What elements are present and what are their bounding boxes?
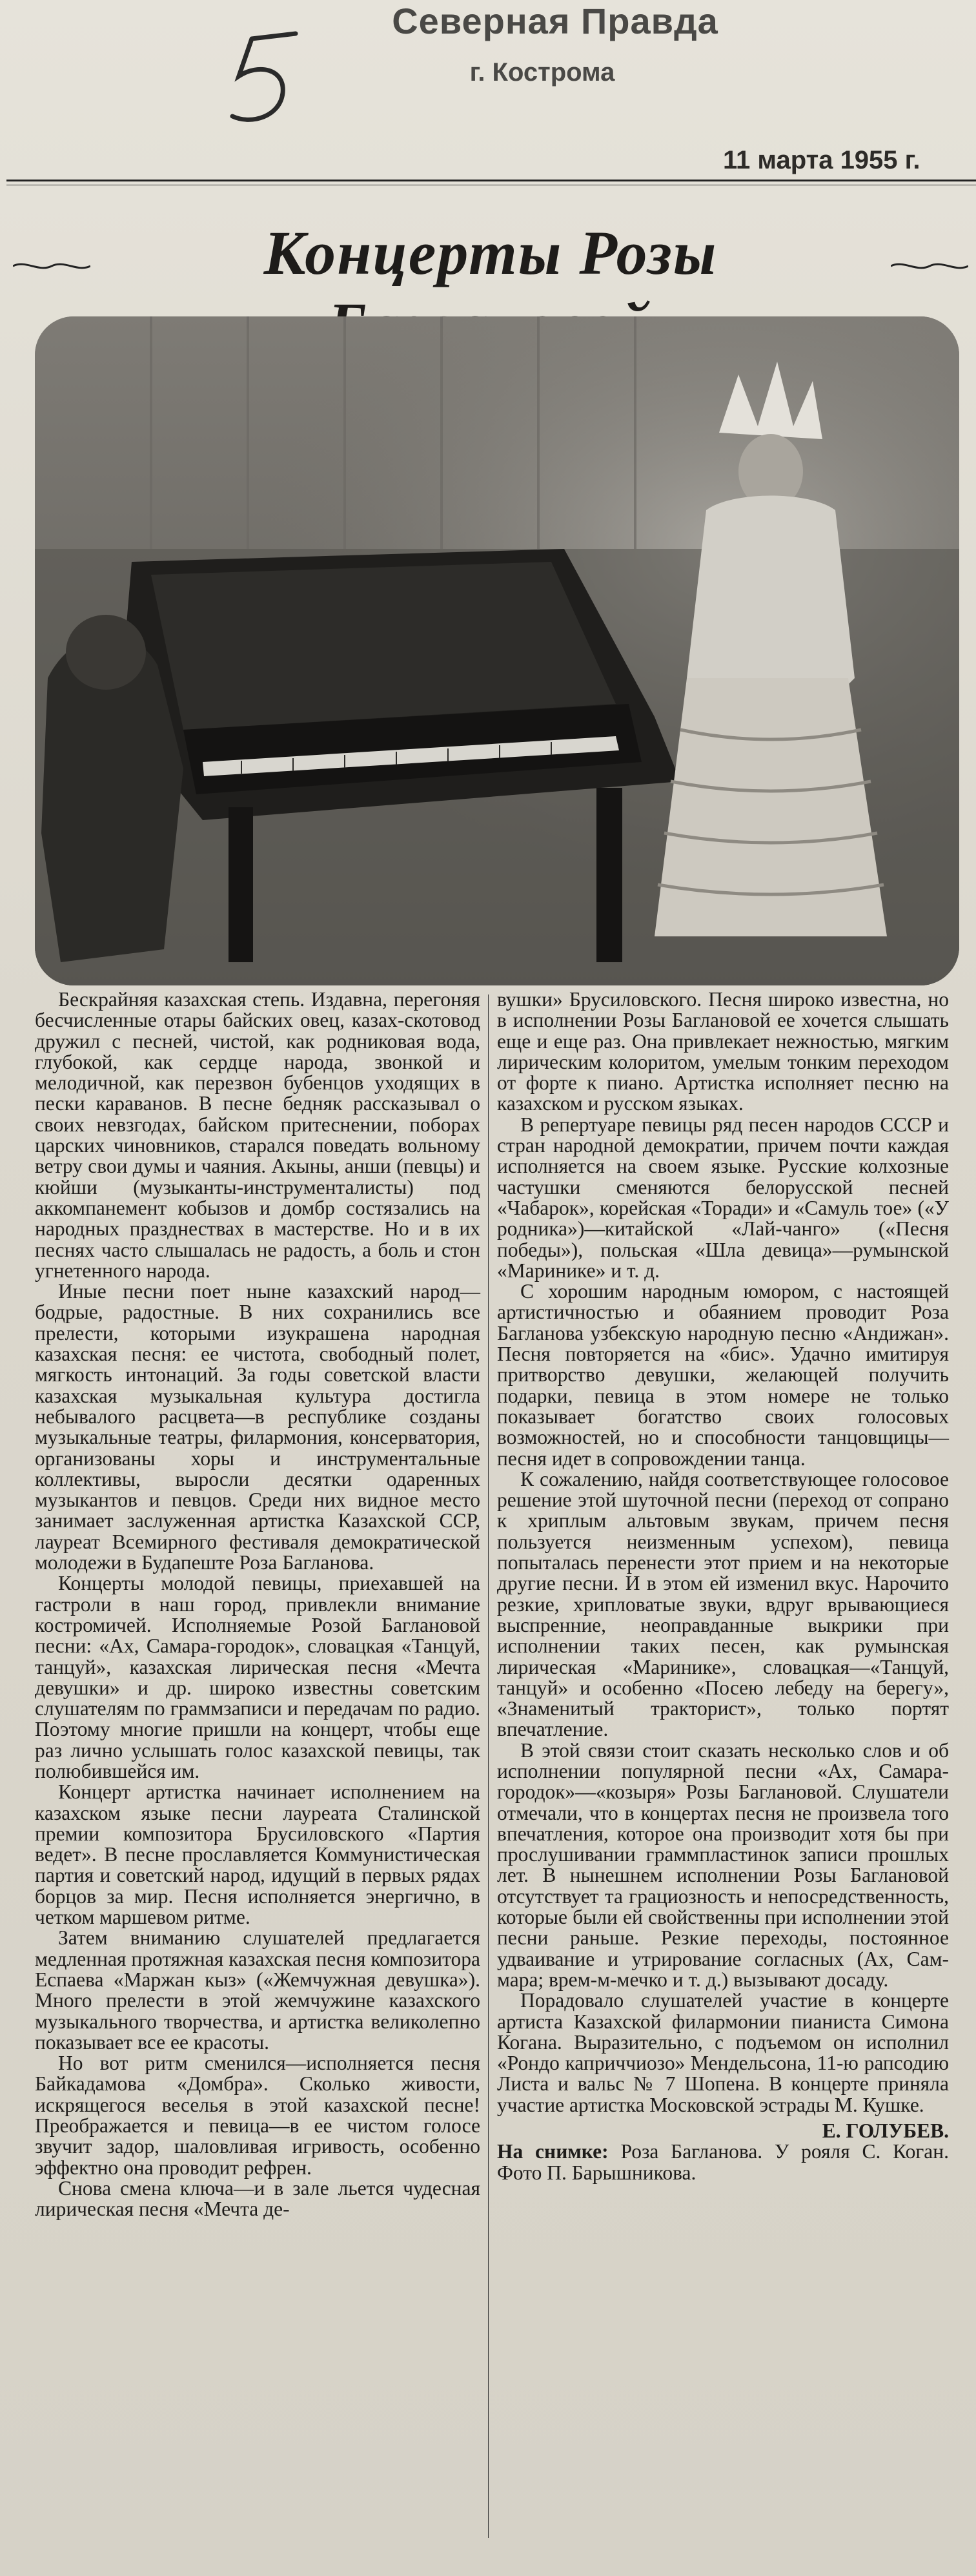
paragraph: Снова смена ключа—и в зале льется чудесная лирическая песня «Мечта де- (35, 2176, 480, 2221)
photo-caption (497, 2141, 949, 2183)
column-divider (488, 994, 489, 2538)
masthead-rule (6, 180, 976, 181)
paragraph: вушки» Брусиловского. Песня широко известна, но в исполнении Розы Баглановой ее хочется слышать еще и еще раз. Она привлекает нежностью, мягким лирическим колоритом, умелым тонким переходом от форте к пиано. Артистка исполняет песню на казахском и русском языках. (497, 988, 949, 1115)
paragraph: В этой связи стоит сказать несколько слов и об исполнении популярной песни «Ах, Самара-городок»—«козыря» Розы Баглановой. Слушатели отмечали, что в концертах песня не произвела того впечатления, которое она производит хотя бы при прослушивании граммпластинок записи прошлых лет. В нынешнем исполнении Розы Баглановой отсутствует та грациозность и непосредственность, которые были ей свойственны при исполнении этой песни раньше. Резкие переходы, постоянное удваивание и утрирование согласных (Ах, Сам-мара; врем-м-мечко и т. д.) вызывают досаду. (497, 1738, 949, 1991)
headline-ornament-left (13, 258, 90, 274)
paragraph: В репертуаре певицы ряд песен народов СССР и стран народной демократии, причем почти каждая исполняется на своем языке. Русские колхозные частушки сменяются белорусской песней «Чабарок», корейская «Торади» и «Самуль тое» («У родника»)—китайской «Лай-чанго» («Песня победы»), польская «Шла девица»—румынской «Маринике» и т. д. (497, 1113, 949, 1282)
caption-label: На снимке: (497, 2140, 609, 2163)
newspaper-title: Северная Правда (392, 1, 718, 41)
photo-illustration (35, 316, 959, 985)
paragraph: Но вот ритм сменился—исполняется песня Байкадамова «Домбра». Сколько живости, искрящегося веселья в этой казахской песне! Преображается и певица—в ее чистом голосе звучит задор, шаловливая игривость, особенно эффектно она проводит рефрен. (35, 2052, 480, 2179)
paragraph: С хорошим народным юмором, с настоящей артистичностью и обаянием проводит Роза Багланова узбекскую народную песню «Андижан». Песня повторяется на «бис». Удачно имитируя притворство девушки, желающей получить подарки, певица в этом номере не только показывает богатство своих голосовых возможностей, но и способности танцовщицы—песня идет в сопровождении танца. (497, 1280, 949, 1470)
handwritten-number-mark (213, 26, 303, 129)
paragraph: К сожалению, найдя соответствующее голосовое решение этой шуточной песни (переход от сопрано к хриплым альтовым звукам, причем песня пользуется неизменным успехом), певица попыталась перенести этот прием и на некоторые другие песни. И в этом ей изменил вкус. Нарочито резкие, хрипловатые звуки, вдруг врывающиеся выспренние, неоправданные выкрики при исполнении таких песен, как румынская лирическая «Маринике», словацкая—«Танцуй, танцуй» и особенно «Посею лебеду на берегу», «Знаменитый тракторист», только портят впечатление. (497, 1467, 949, 1741)
article-headline: Концерты Розы (263, 218, 718, 287)
paragraph: Иные песни поет ныне казахский народ—бодрые, радостные. В них сохранились все прелести, которыми изукрашена народная казахская песня: ее чистота, свободный полет, мягкость интонаций. За годы советской власти казахская музыкальная культура достигла небывалого расцвета—в республике созданы музыкальные театры, филармония, консерватория, организованы хоры и инструментальные коллективы, выросли десятки одаренных музыкантов и певцов. Среди них видное место занимает заслуженная артистка Казахской ССР, лауреат Всемирного фестиваля демократической молодежи в Будапеште Роза Багланова. (35, 1280, 480, 1574)
article-column-right (497, 989, 949, 2183)
headline-ornament-right (891, 258, 968, 274)
author-signature: Е. ГОЛУБЕВ. (822, 2119, 949, 2143)
paragraph: Порадовало слушателей участие в концерте артиста Казахской филармонии пианиста Симона Когана. Выразительно, с подъемом он исполнил «Рондо каприччиозо» Мендельсона, 11-ю рапсодию Листа и вальс № 7 Шопена. В концерте приняла участие артистка Московской эстрады М. Кушке. (497, 1989, 949, 2116)
paragraph: Затем вниманию слушателей предлагается медленная протяжная казахская песня композитора Еспаева «Маржан кыз» («Жемчужная девушка»). Много прелести в этой жемчужине казахского музыкального творчества, и артистка великолепно показывает все ее красоты. (35, 1926, 480, 2054)
article-column-left (35, 989, 480, 2220)
caption-text: Роза Багланова. У рояля С. Коган. Фото П. Барышникова. (497, 2140, 950, 2184)
paragraph: Концерты молодой певицы, приехавшей на гастроли в наш город, привлекли внимание костромичей. Исполняемые Розой Баглановой песни: «Ах, Самара-городок», словацкая «Танцуй, танцуй», казахская лирическая песня «Мечта девушки» и др. широко известны советским слушателям по граммзаписи и передачам по радио. Поэтому многие пришли на концерт, чтобы еще раз лично услышать голос казахской певицы, так полюбившейся им. (35, 1572, 480, 1782)
paragraph: Концерт артистка начинает исполнением на казахском языке песни лауреата Сталинской премии композитора Брусиловского «Партия ведет». В песне прославляется Коммунистическая партия и советский народ, идущий в первых рядах борцов за мир. Песня исполняется энергично, в четком маршевом ритме. (35, 1780, 480, 1929)
newspaper-city: г. Кострома (469, 58, 615, 87)
paragraph: Бескрайняя казахская степь. Издавна, перегоняя бесчисленные отары байских овец, казах-скотовод дружил с песней, чистой, как родниковая вода, глубокой, как сердце народа, звонкой и мелодичной, как перезвон бубенцов уходящих в пески караванов. В песне бедняк рассказывал о своих невзгодах, байском притеснении, поборах царских чиновников, старался поведать вольному ветру свои думы и чаяния. Акыны, анши (певцы) и кюйши (музыканты-инструменталисты) под аккомпанемент кобызов и домбр состязались на народных празднествах в мастерстве. Но и в их песнях часто слышалась не радость, а боль и стон угнетенного народа. (35, 988, 480, 1282)
issue-date: 11 марта 1955 г. (723, 146, 920, 174)
concert-photo (35, 316, 959, 985)
